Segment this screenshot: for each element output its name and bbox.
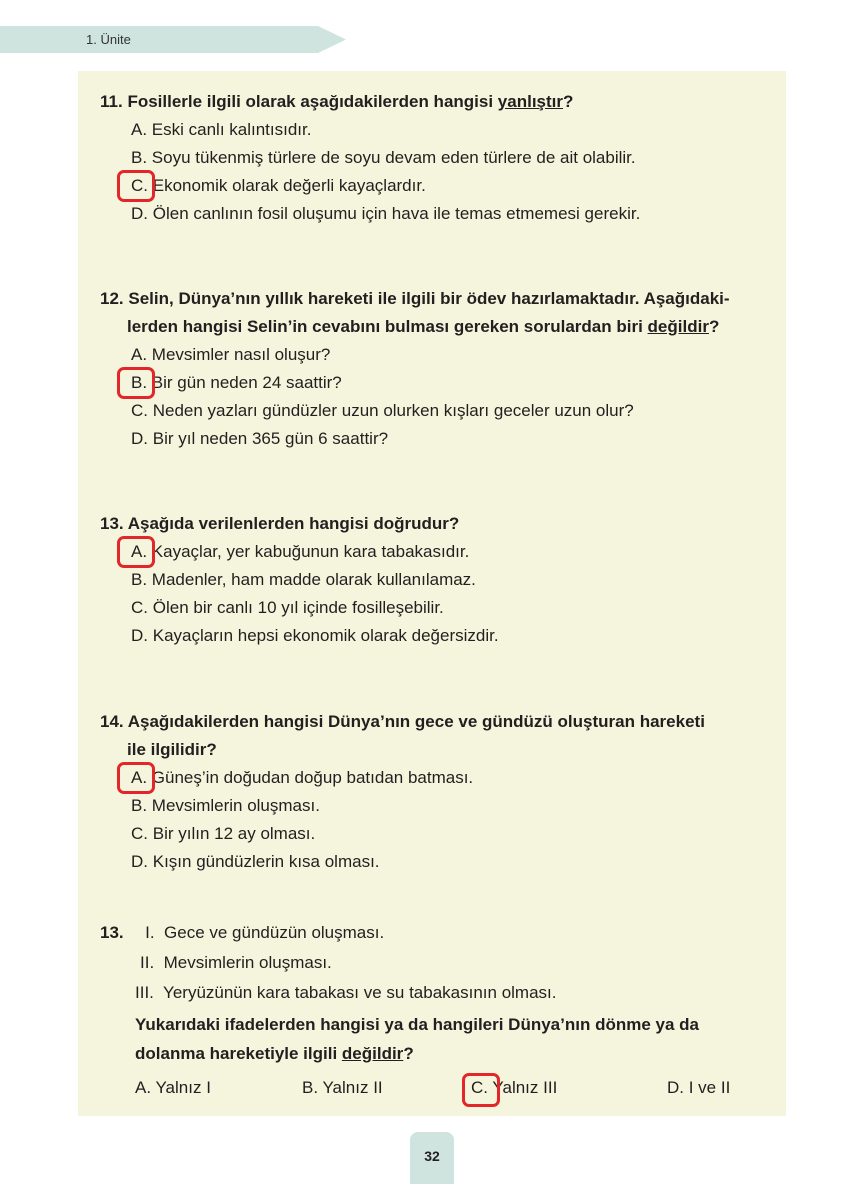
option-list (131, 341, 730, 453)
choice-a[interactable]: A. Yalnız I (135, 1078, 211, 1097)
option-b[interactable]: B. Mevsimlerin oluşması. (131, 796, 320, 815)
option-d[interactable]: D. Kayaçların hepsi ekonomik olarak değersizdir. (131, 626, 499, 645)
option-c[interactable]: C. Neden yazları gündüzler uzun olurken kışları geceler uzun olur? (131, 401, 634, 420)
question-stem: 12. Selin, Dünya’nın yıllık hareketi ile ilgili bir ödev hazırlamaktadır. Aşağıdaki- lerden hangisi Selin’in cevabını bulması gereken sorulardan biri değildir? (100, 289, 730, 336)
page-number: 32 (424, 1148, 440, 1164)
option-a[interactable]: A. Eski canlı kalıntısıdır. (131, 120, 312, 139)
question-14 (100, 708, 705, 876)
choice-d[interactable]: D. I ve II (667, 1078, 731, 1097)
choice-c[interactable]: C. Yalnız III (471, 1078, 557, 1098)
question-11 (100, 88, 640, 228)
unit-tab (0, 26, 346, 53)
question-stem: 14. Aşağıdakilerden hangisi Dünya’nın gece ve gündüzü oluşturan hareketi ile ilgilidir? (100, 712, 705, 759)
statement-1: 13. I. Gece ve gündüzün oluşması. (100, 923, 385, 942)
option-a[interactable]: A. Kayaçlar, yer kabuğunun kara tabakasıdır. (131, 538, 499, 566)
option-d[interactable]: D. Kışın gündüzlerin kısa olması. (131, 852, 380, 871)
question-13-statements (100, 918, 780, 1068)
option-a[interactable]: A. Güneş’in doğudan doğup batıdan batması. (131, 764, 705, 792)
statement-3: III. Yeryüzünün kara tabakası ve su tabakasının olması. (135, 983, 557, 1002)
option-d[interactable]: D. Ölen canlının fosil oluşumu için hava ile temas etmemesi gerekir. (131, 204, 641, 223)
option-d[interactable]: D. Bir yıl neden 365 gün 6 saattir? (131, 429, 389, 448)
option-list (131, 538, 499, 650)
option-c[interactable]: C. Bir yılın 12 ay olması. (131, 824, 316, 843)
option-a[interactable]: A. Mevsimler nasıl oluşur? (131, 345, 331, 364)
option-b[interactable]: B. Madenler, ham madde olarak kullanılamaz. (131, 570, 476, 589)
statement-2: II. Mevsimlerin oluşması. (140, 953, 332, 972)
choice-b[interactable]: B. Yalnız II (302, 1078, 383, 1097)
option-b[interactable]: B. Soyu tükenmiş türlere de soyu devam eden türlere de ait olabilir. (131, 148, 636, 167)
option-c[interactable]: C. Ekonomik olarak değerli kayaçlardır. (131, 172, 640, 200)
question-12 (100, 285, 730, 453)
question-stem: 11. Fosillerle ilgili olarak aşağıdakilerden hangisi yanlıştır? (100, 92, 574, 111)
option-c[interactable]: C. Ölen bir canlı 10 yıl içinde fosilleşebilir. (131, 598, 444, 617)
option-list (131, 116, 640, 228)
option-b[interactable]: B. Bir gün neden 24 saattir? (131, 369, 730, 397)
question-stem: 13. Aşağıda verilenlerden hangisi doğrudur? (100, 514, 460, 533)
question-stem: Yukarıdaki ifadelerden hangisi ya da hangileri Dünya’nın dönme ya da dolanma hareketiyle ilgili değildir? (135, 1015, 699, 1063)
question-13 (100, 510, 499, 650)
unit-label: 1. Ünite (86, 32, 131, 47)
option-list (131, 764, 705, 876)
